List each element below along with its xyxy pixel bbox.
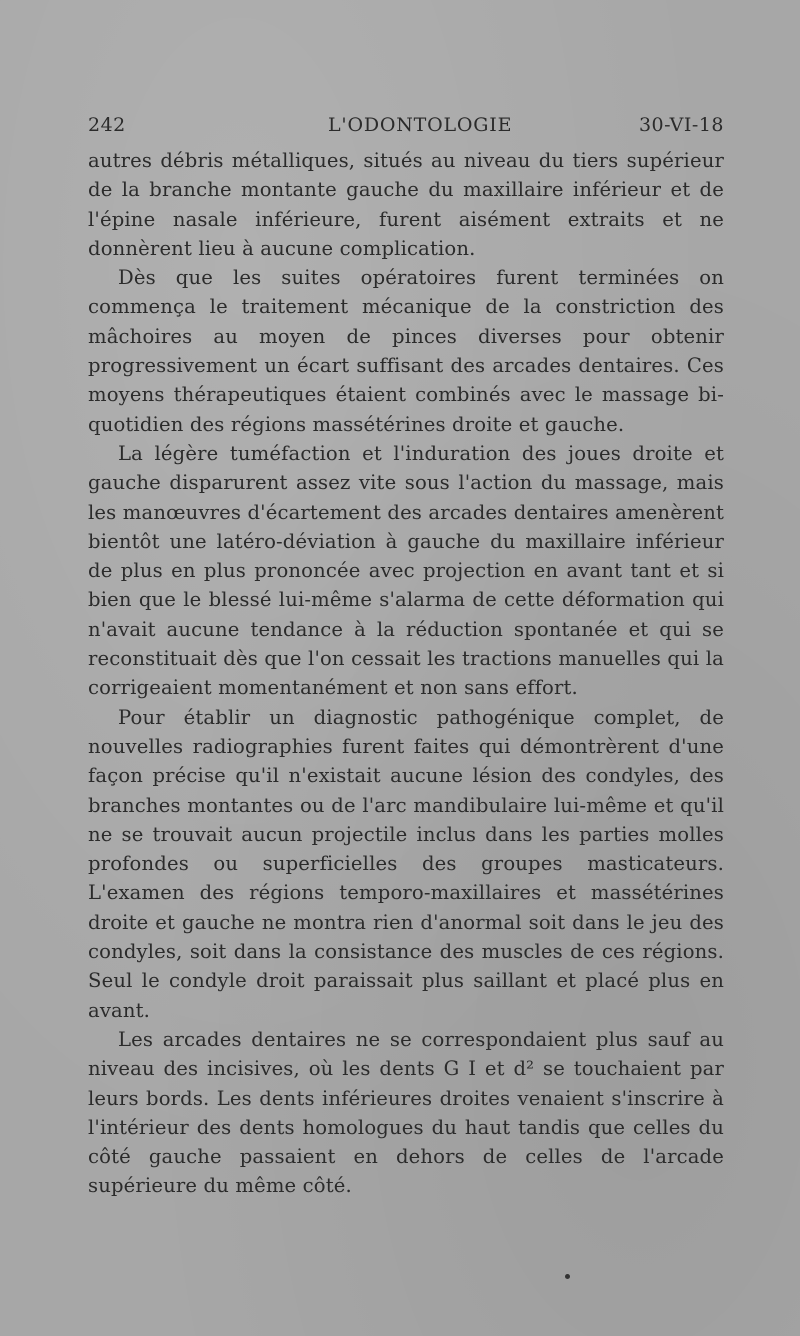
body-text bbox=[88, 146, 724, 1201]
paragraph-5: Les arcades dentaires ne se correspondaient plus sauf au niveau des incisives, où les dents G I et d² se touchaient par leurs bords. Les dents inférieures droites venaient s'inscrire à l'intérieur des dents homologues du haut tandis que celles du côté gauche passaient en dehors de celles de l'arcade supérieure du même côté. bbox=[88, 1027, 724, 1198]
paragraph-4: Pour établir un diagnostic pathogénique complet, de nouvelles radiographies furent faites qui démontrèrent d'une façon précise qu'il n'existait aucune lésion des condyles, des branches montantes ou de l'arc mandibulaire lui-même et qu'il ne se trouvait aucun projectile inclus dans les parties molles profondes ou superficielles des groupes masticateurs. L'examen des régions temporo-maxillaires et massétérines droite et gauche ne montra rien d'anormal soit dans le jeu des condyles, soit dans la consistance des muscles de ces régions. Seul le condyle droit paraissait plus saillant et placé plus en avant. bbox=[88, 705, 724, 1022]
paragraph-3: La légère tuméfaction et l'induration des joues droite et gauche disparurent assez vite sous l'action du massage, mais les manœuvres d'écartement des arcades dentaires amenèrent bientôt une latéro-déviation à gauche du maxillaire inférieur de plus en plus prononcée avec projection en avant tant et si bien que le blessé lui-même s'alarma de cette déformation qui n'avait aucune tendance à la réduction spontanée et qui se reconstituait dès que l'on cessait les tractions manuelles qui la corrigeaient momentanément et non sans effort. bbox=[88, 441, 724, 700]
issue-date: 30-VI-18 bbox=[638, 114, 724, 136]
ink-speck bbox=[565, 1274, 570, 1279]
running-header bbox=[88, 114, 724, 142]
paragraph-2: Dès que les suites opératoires furent terminées on commença le traitement mécanique de la constriction des mâchoires au moyen de pinces diverses pour obtenir progressivement un écart suffisant des arcades dentaires. Ces moyens thérapeutiques étaient combinés avec le massage bi-quotidien des régions massétérines droite et gauche. bbox=[88, 266, 724, 436]
journal-title: L'ODONTOLOGIE bbox=[328, 114, 513, 136]
page-number: 242 bbox=[88, 114, 126, 136]
paragraph-1: autres débris métalliques, situés au niveau du tiers supérieur de la branche montante gauche du maxillaire inférieur et de l'épine nasale inférieure, furent aisément extraits et ne donnèrent lieu à aucune complication. bbox=[88, 149, 724, 260]
